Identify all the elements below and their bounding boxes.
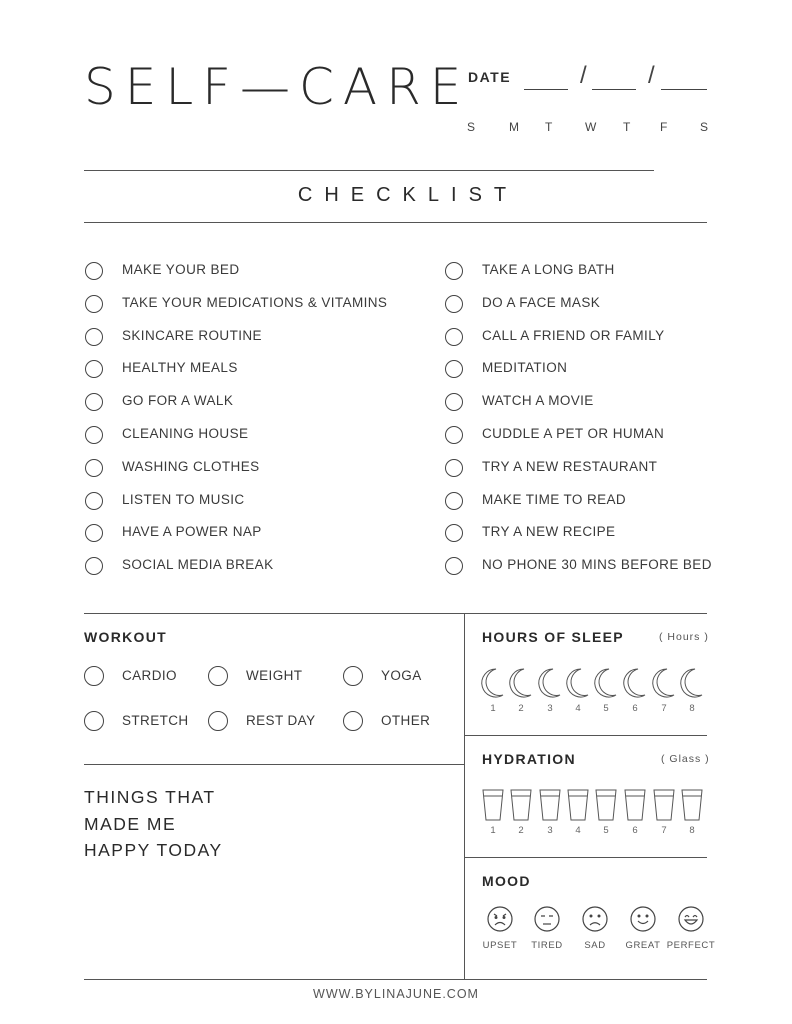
date-year-field[interactable] [661,89,707,90]
hydration-number: 8 [689,825,695,836]
divider [84,170,654,171]
date-slash: / [580,62,587,89]
hydration-unit: ( Glass ) [661,753,710,765]
glass-icon[interactable] [681,789,703,821]
checklist-item-label: MAKE YOUR BED [122,262,240,277]
checkbox[interactable] [85,426,103,444]
checkbox[interactable] [85,262,103,280]
happy-line: THINGS THAT [84,787,216,807]
checklist-item-label: HAVE A POWER NAP [122,524,262,540]
hydration-number: 5 [603,825,609,836]
checkbox[interactable] [445,492,463,510]
weekday-6[interactable]: S [700,120,710,134]
checklist-title: CHECKLIST [297,184,519,206]
sleep-number: 5 [603,703,609,714]
workout-checkbox[interactable] [208,666,228,686]
sleep-number: 4 [575,703,581,714]
glass-icon[interactable] [567,789,589,821]
sleep-heading: HOURS OF SLEEP [482,629,624,645]
sleep-number: 6 [632,703,638,714]
workout-option-label: YOGA [381,668,422,683]
moon-icon[interactable] [621,667,649,699]
checklist-item-label: MEDITATION [482,360,568,376]
divider [464,857,707,858]
checklist-item-label: WASHING CLOTHES [122,458,260,474]
checkbox[interactable] [85,492,103,510]
hydration-number: 7 [661,825,667,836]
workout-option-label: CARDIO [122,668,177,683]
checkbox[interactable] [445,262,463,280]
checklist-item-label: SKINCARE ROUTINE [122,327,262,343]
checklist-item-label: CUDDLE A PET OR HUMAN [482,426,665,441]
workout-option-label: WEIGHT [246,668,303,683]
mood-label: PERFECT [666,940,716,951]
divider [464,735,707,736]
mood-label: SAD [584,940,606,951]
checklist-item-label: NO PHONE 30 MINS BEFORE BED [482,557,712,573]
checkbox[interactable] [85,393,103,411]
glass-icon[interactable] [595,789,617,821]
checkbox[interactable] [85,295,103,313]
mood-label: UPSET [482,940,518,951]
checklist-item-label: CLEANING HOUSE [122,426,249,441]
checklist-item-label: MAKE TIME TO READ [482,491,627,507]
moon-icon[interactable] [678,667,706,699]
checklist-item-label: TRY A NEW RESTAURANT [482,458,658,474]
glass-icon[interactable] [624,789,646,821]
moon-icon[interactable] [507,667,535,699]
date-label: DATE [468,69,512,85]
workout-checkbox[interactable] [208,711,228,731]
checkbox[interactable] [445,360,463,378]
sleep-number: 8 [689,703,695,714]
checklist-item-label: TRY A NEW RECIPE [482,524,616,540]
workout-option-label: REST DAY [246,713,316,728]
checklist-item-label: WATCH A MOVIE [482,393,594,409]
upset-face-icon[interactable] [486,905,514,933]
mood-label: GREAT [625,940,661,951]
glass-icon[interactable] [510,789,532,821]
moon-icon[interactable] [479,667,507,699]
glass-icon[interactable] [539,789,561,821]
checklist-item-label: HEALTHY MEALS [122,360,238,376]
checklist-item-label: CALL A FRIEND OR FAMILY [482,327,665,343]
hydration-heading: HYDRATION [482,751,576,767]
section-divider [464,613,465,979]
checkbox[interactable] [445,557,463,575]
happy-today-notes-area[interactable] [84,868,454,968]
sleep-number: 2 [518,703,524,714]
hydration-number: 4 [575,825,581,836]
moon-icon[interactable] [650,667,678,699]
checkbox[interactable] [445,393,463,411]
checklist-item-label: TAKE YOUR MEDICATIONS & VITAMINS [122,294,388,310]
checklist-item-label: LISTEN TO MUSIC [122,491,245,507]
hydration-number: 2 [518,825,524,836]
moon-icon[interactable] [536,667,564,699]
happy-line: HAPPY TODAY [84,840,223,860]
tired-face-icon[interactable] [533,905,561,933]
date-day-field[interactable] [592,89,636,90]
weekday-4[interactable]: T [623,120,632,134]
workout-heading: WORKOUT [84,629,167,645]
moon-icon[interactable] [564,667,592,699]
weekday-2[interactable]: T [545,120,554,134]
happy-line: MADE ME [84,813,177,834]
workout-checkbox[interactable] [343,666,363,686]
glass-icon[interactable] [653,789,675,821]
perfect-face-icon[interactable] [677,905,705,933]
weekday-0[interactable]: S [467,120,477,134]
checkbox[interactable] [85,459,103,477]
checkbox[interactable] [445,295,463,313]
checkbox[interactable] [85,328,103,346]
sleep-number: 1 [490,703,496,714]
checklist-item-label: TAKE A LONG BATH [482,262,615,277]
page-title: SELF—CARE [84,58,471,116]
sleep-number: 3 [547,703,553,714]
checkbox[interactable] [445,524,463,542]
workout-checkbox[interactable] [84,711,104,731]
hydration-number: 3 [547,825,553,836]
divider [84,764,464,765]
footer-url[interactable]: WWW.BYLINAJUNE.COM [313,987,479,1001]
happy-today-section [84,784,223,864]
checkbox[interactable] [85,524,103,542]
date-slash: / [648,62,655,89]
checklist-item-label: SOCIAL MEDIA BREAK [122,557,274,573]
checklist-item-label: GO FOR A WALK [122,393,234,409]
mood-heading: MOOD [482,873,531,889]
workout-checkbox[interactable] [343,711,363,731]
glass-icon[interactable] [482,789,504,821]
weekday-1[interactable]: M [509,120,520,134]
checkbox[interactable] [85,360,103,378]
mood-label: TIRED [531,940,563,951]
sleep-unit: ( Hours ) [659,631,709,643]
divider [84,979,707,980]
workout-option-label: STRETCH [122,713,189,728]
checklist-item-label: DO A FACE MASK [482,294,601,310]
checkbox[interactable] [445,328,463,346]
sad-face-icon[interactable] [581,905,609,933]
checkbox[interactable] [85,557,103,575]
weekday-3[interactable]: W [585,120,598,134]
great-face-icon[interactable] [629,905,657,933]
divider [84,613,707,614]
hydration-number: 6 [632,825,638,836]
divider [84,222,707,223]
checkbox[interactable] [445,426,463,444]
workout-checkbox[interactable] [84,666,104,686]
weekday-5[interactable]: F [660,120,669,134]
moon-icon[interactable] [592,667,620,699]
checkbox[interactable] [445,459,463,477]
hydration-number: 1 [490,825,496,836]
date-month-field[interactable] [524,89,568,90]
sleep-number: 7 [661,703,667,714]
workout-option-label: OTHER [381,713,431,728]
